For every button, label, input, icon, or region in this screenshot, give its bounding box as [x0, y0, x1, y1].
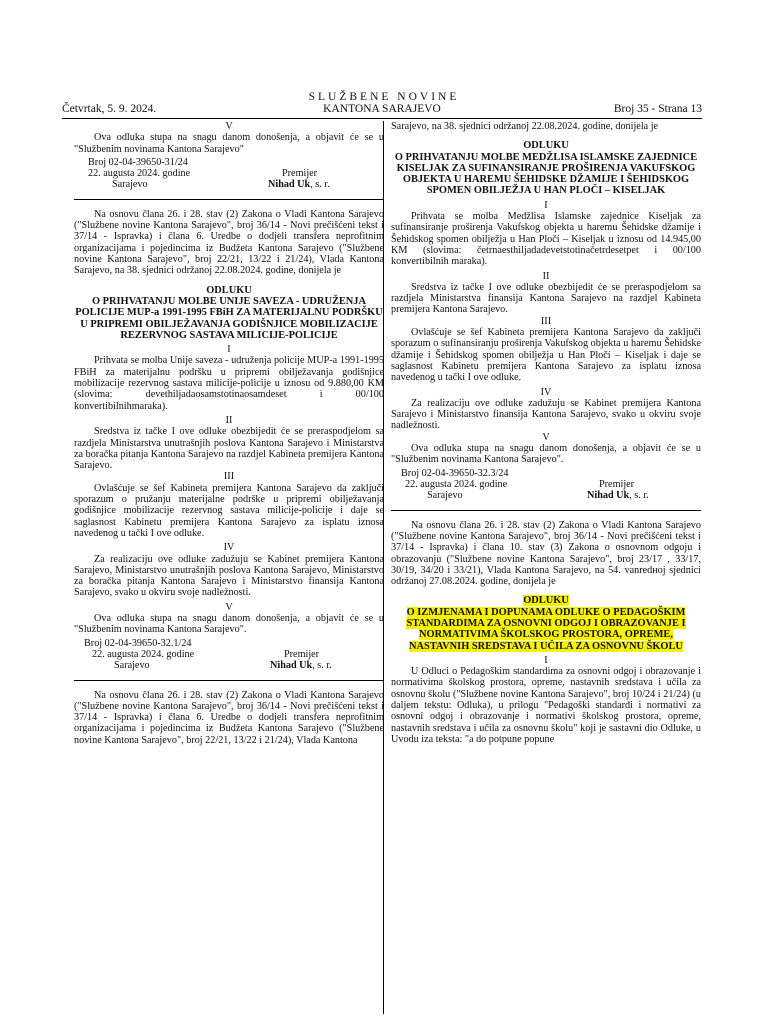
section-number: II [225, 414, 233, 426]
section-number: I [544, 654, 548, 666]
section-number: III [223, 471, 235, 483]
section-text: Sredstva iz tačke I ove odluke obezbijedit će se preraspodjelom sa razdjela Ministarstva finansija Kantona Sarajevo na razdjel Kabineta premijera Kantona Sarajevo. [391, 281, 701, 316]
section-text: Ova odluka stupa na snagu danom donošenja, a objavit će se u "Službenim novinama Kantona Sarajevo". [391, 443, 701, 466]
header-row [62, 103, 702, 117]
issue-date: Četvrtak, 5. 9. 2024. [62, 103, 157, 115]
section-text: Ova odluka stupa na snagu danom donošenja, a objavit će se u "Službenim novinama Kantona Sarajevo". [74, 612, 384, 636]
section-text: Ovlašćuje se šef Kabineta premijera Kantona Sarajevo da zaključi sporazum o sufinansiranju proširenja Vakufskog objekta u haremu Šehidske džamije i Šehidskog spomen obilježja u Han Pločí – Kiseljak i daje se saglasnost Kabinetu premijera Kantona Sarajevo za isplatu iznosa navedenog u tački I ove odluke. [391, 327, 701, 384]
section-number: III [540, 315, 552, 327]
section-text: Za realizaciju ove odluke zadužuju se Kabinet premijera Kantona Sarajevo, Ministarstvo unutrašnjih poslova Kantona Sarajevo, Ministarstvo za boračka pitanja Kantona Sarajevo i Ministarstvo finansija Kantona Sarajevo, svako u okviru svoje nadležnosti. [74, 553, 384, 599]
section-text: Prihvata se molba Medžlisa Islamske zajednice Kiseljak za sufinansiranje proširenja Vakufskog objekta u haremu Šehidske džamije i Šehidskog spomen obilježja u Han Pločí – Kiseljak u iznosu od 14.945,00 KM (slovima: četrnaesthiljadadevetstotinačetrdesetpet i 00/100 konvertibilnih maraka). [391, 211, 701, 268]
decision-subtitle: O IZMJENAMA I DOPUNAMA ODLUKE O PEDAGOŠKIM STANDARDIMA ZA OSNOVNI ODGOJ I OBRAZOVANJE I NORMATIVIMA ŠKOLSKOG PROSTORA, OPREME, NASTAVNIH SREDSTAVA I UČILA ZA OSNOVNU ŠKOLU [406, 606, 686, 652]
section-number: IV [223, 542, 235, 554]
decision-subtitle: O PRIHVATANJU MOLBE MEDŽLISA ISLAMSKE ZAJEDNICE KISELJAK ZA SUFINANSIRANJE PROŠIRENJA VAKUFSKOG OBJEKTA U HAREMU ŠEHIDSKE DŽAMIJE I ŠEHIDSKOG SPOMEN OBILJEŽJA U HAN PLOČI – KISELJAK [394, 151, 698, 197]
signature-block [74, 636, 384, 670]
section-number: I [227, 344, 231, 356]
section-separator [74, 680, 384, 681]
signature-place: Sarajevo [427, 489, 463, 501]
header-rule [62, 118, 702, 119]
canton-name: KANTONA SARAJEVO [323, 103, 441, 115]
section-text: Za realizaciju ove odluke zadužuju se Kabinet premijera Kantona Sarajevo i Ministarstvo finansija Kantona Sarajevo, svako u okviru svoje nadležnosti. [391, 397, 701, 432]
signature-name: Nihad Uk, s. r. [268, 178, 330, 190]
signature-date: 22. augusta 2024. godine [88, 167, 191, 179]
decision-intro: Na osnovu člana 26. i 28. stav (2) Zakona o Vladi Kantona Sarajevo ("Službene novine Kantona Sarajevo", broj 36/14 - Novi prečišćeni tekst i 37/14 - Ispravka) i člana 6. Uredbe o dodjeli transfera neprofitnim organizacijama i pojedincima iz Budžeta Kantona Sarajevo ("Službene novine Kantona Sarajevo", broj 22/21, 13/22 i 21/24), Vlada Kantona [74, 689, 384, 746]
decision-title: ODLUKU [523, 140, 569, 152]
section-separator [391, 510, 701, 511]
section-number: IV [540, 386, 552, 398]
right-column [391, 121, 701, 745]
decision-intro: Na osnovu člana 26. i 28. stav (2) Zakona o Vladi Kantona Sarajevo ("Službene novine Kantona Sarajevo", broj 36/14 - Novi prečišćeni tekst i 37/14 - Ispravka) i člana 10. stav (3) Zakona o osnovnom odgoju i obrazovanju ("Službene novine Kantona Sarajevo", broj 23/17 , 33/17, 30/19, 34/20 i 33/21), Vlada Kantona Sarajevo, na 54. vanredној sjednici održanoj 27.08.2024. godine, donijela je [391, 519, 701, 588]
signature-block [74, 155, 384, 189]
decision-subtitle: O PRIHVATANJU MOLBE UNIJE SAVEZA - UDRUŽENJA POLICIJE MUP-a 1991-1995 FBiH ZA MATERIJALNU PODRŠKU U PRIPREMI OBILJEŽAVANJA GODIŠNJICE MOBILIZACIJE REZERVNOG SASTAVA MILICIJE-POLICIJE [75, 295, 383, 341]
decision-title: ODLUKU [206, 284, 252, 296]
section-number: V [225, 601, 233, 613]
decision-intro-continued: Sarajevo, na 38. sjednici održanoj 22.08.2024. godine, donijela je [391, 121, 659, 132]
decision-intro: Na osnovu člana 26. i 28. stav (2) Zakona o Vladi Kantona Sarajevo ("Službene novine Kantona Sarajevo", broj 36/14 - Novi prečišćeni tekst i 37/14 - Ispravka) i člana 6. Uredbe o dodjeli transfera neprofitnim organizacijama i pojedincima iz Budžeta Kantona Sarajevo ("Službene novine Kantona Sarajevo", broj 22/21, 13/22 i 21/24), Vlada Kantona Sarajevo, na 38. sjednici održanoj 22.08.2024. godine, donijela je [74, 208, 384, 277]
section-number: I [544, 199, 548, 211]
signature-place: Sarajevo [114, 659, 150, 671]
signature-block [391, 466, 701, 500]
signature-name: Nihad Uk, s. r. [587, 489, 649, 501]
section-number: II [542, 270, 550, 282]
document-number: Broj 02-04-39650-32.3/24 [401, 467, 509, 479]
issue-number: Broj 35 - Strana 13 [613, 103, 702, 115]
section-text: Sredstva iz tačke I ove odluke obezbijedit će se preraspodjelom sa razdjela Ministarstva unutrašnjih poslova Kantona Sarajevo i Ministarstva za boračka pitanja Kantona Sarajevo na razdjel Kabineta premijera Kantona Sarajevo. [74, 426, 384, 472]
publication-title: SLUŽBENE NOVINE [308, 91, 460, 103]
section-text: Ova odluka stupa na snagu danom donošenja, a objavit će se u "Službenim novinama Kantona Sarajevo" [74, 132, 384, 155]
document-number: Broj 02-04-39650-31/24 [88, 156, 188, 168]
section-text: Prihvata se molba Unije saveza - udruženja policije MUP-a 1991-1995 FBiH za materijalnu podršku u pripremi obilježavanja godišnjice mobilizacije rezervnog sastava milicije-policije u iznosu od 9.880,00 KM (slovima: devethiljadaosamstotinaosamdeset i 00/100 konvertibilnihmaraka). [74, 355, 384, 412]
decision-title: ODLUKU [523, 595, 569, 607]
signature-place: Sarajevo [112, 178, 148, 190]
signature-role: Premijer [599, 478, 635, 490]
signature-date: 22. augusta 2024. godine [405, 478, 508, 490]
signature-name: Nihad Uk, s. r. [270, 659, 332, 671]
signature-role: Premijer [282, 167, 318, 179]
section-separator [74, 199, 384, 200]
signature-role: Premijer [284, 648, 320, 660]
document-number: Broj 02-04-39650-32.1/24 [84, 637, 192, 649]
section-text: U Odluci o Pedagoškim standardima za osnovni odgoj i obrazovanje i normativima školskog prostora, opreme, nastavnih sredstava i učila za osnovnu školu ("Službene novine Kantona Sarajevo", broj 10/24 i 21/24) (u daljem tekstu: Odluka), u prilogu "Pedagoški standardi i normativi za osnovni odgoj i obrazovanje i normativi školskog prostora, opreme, nastavnih sredstava i učila za osnovnu školu" koji je sastavni dio Odluke, u Uvodu iza teksta: "a do potpune popune [391, 666, 701, 745]
section-number: V [542, 431, 550, 443]
signature-date: 22. augusta 2024. godine [92, 648, 195, 660]
section-text: Ovlašćuje se šef Kabineta premijera Kantona Sarajevo da zaključi sporazum o pružanju materijalne podrške u pripremi obilježavanja godišnjice mobilizacije rezervnog sastava milicije-policije i daje se saglasnost Kabinetu premijera Kantona Sarajevo za isplatu iznosa navedenog u tački I ove odluke. [74, 482, 384, 539]
left-column [74, 121, 384, 746]
section-number: V [225, 121, 233, 132]
